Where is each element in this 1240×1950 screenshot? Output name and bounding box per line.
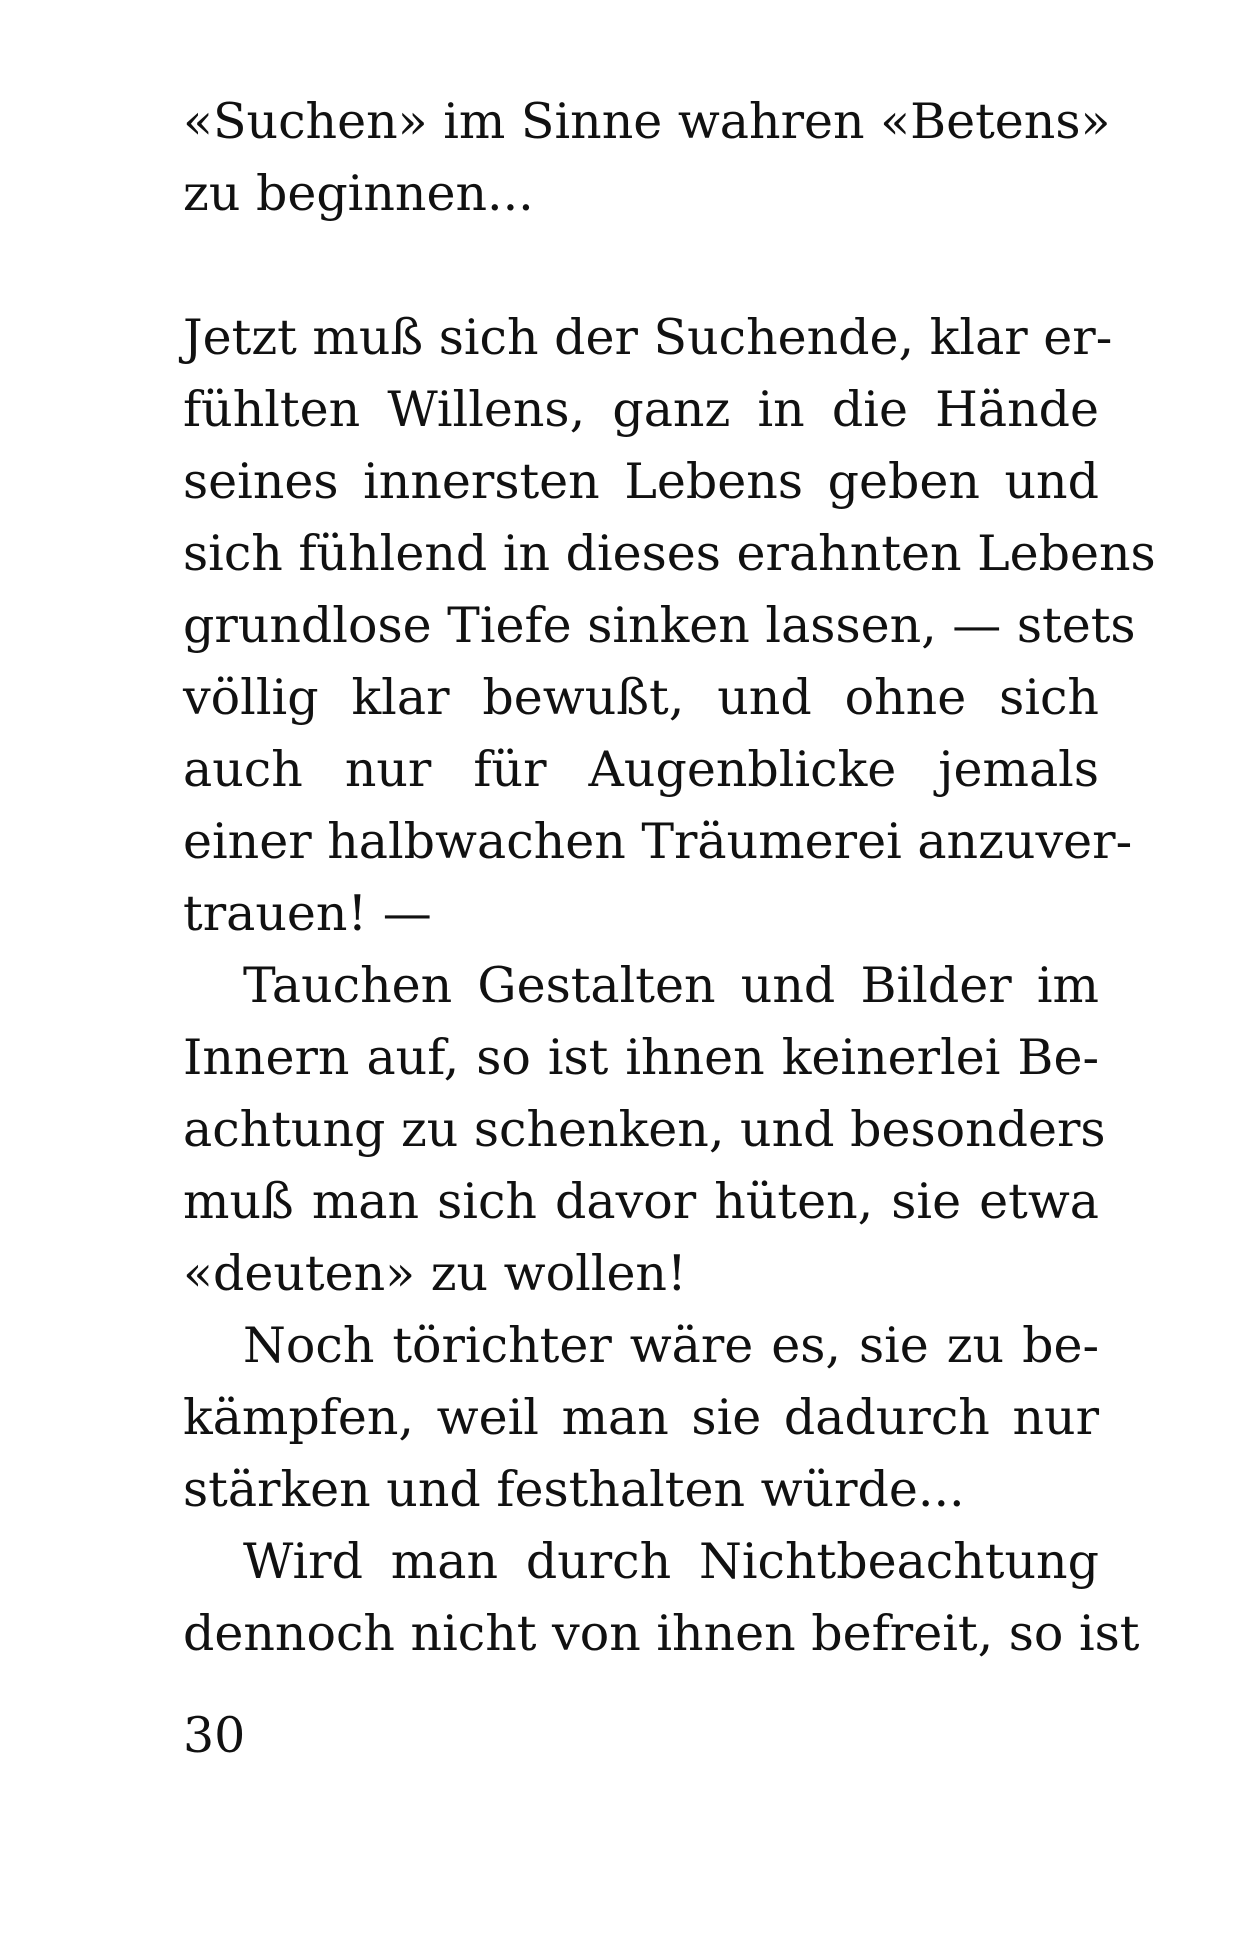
text-line-21: dennoch nicht von ihnen befreit, so ist: [183, 1605, 1140, 1662]
text-line-13: Innern auf, so ist ihnen keinerlei Be-: [183, 1029, 1099, 1086]
text-line-20: Wird man durch Nichtbeachtung: [243, 1533, 1099, 1590]
text-line-19: stärken und festhalten würde...: [183, 1461, 965, 1518]
text-line-11: trauen! —: [183, 885, 432, 942]
text-line-5: seines innersten Lebens geben und: [183, 453, 1099, 510]
text-line-1: «Suchen» im Sinne wahren «Betens»: [183, 93, 1111, 150]
text-line-18: kämpfen, weil man sie dadurch nur: [183, 1389, 1099, 1446]
text-line-15: muß man sich davor hüten, sie etwa: [183, 1173, 1099, 1230]
page-number: 30: [183, 1707, 246, 1764]
text-line-8: völlig klar bewußt, und ohne sich: [183, 669, 1099, 726]
text-line-14: achtung zu schenken, und besonders: [183, 1101, 1106, 1158]
text-line-16: «deuten» zu wollen!: [183, 1245, 687, 1302]
text-line-4: fühlten Willens, ganz in die Hände: [183, 381, 1099, 438]
text-line-3: Jetzt muß sich der Suchende, klar er-: [183, 309, 1113, 366]
text-line-17: Noch törichter wäre es, sie zu be-: [243, 1317, 1099, 1374]
text-line-2: zu beginnen...: [183, 165, 534, 222]
text-line-9: auch nur für Augenblicke jemals: [183, 741, 1099, 798]
text-line-6: sich fühlend in dieses erahnten Lebens: [183, 525, 1156, 582]
text-line-7: grundlose Tiefe sinken lassen, — stets: [183, 597, 1136, 654]
text-line-10: einer halbwachen Träumerei anzuver-: [183, 813, 1133, 870]
text-line-12: Tauchen Gestalten und Bilder im: [243, 957, 1099, 1014]
